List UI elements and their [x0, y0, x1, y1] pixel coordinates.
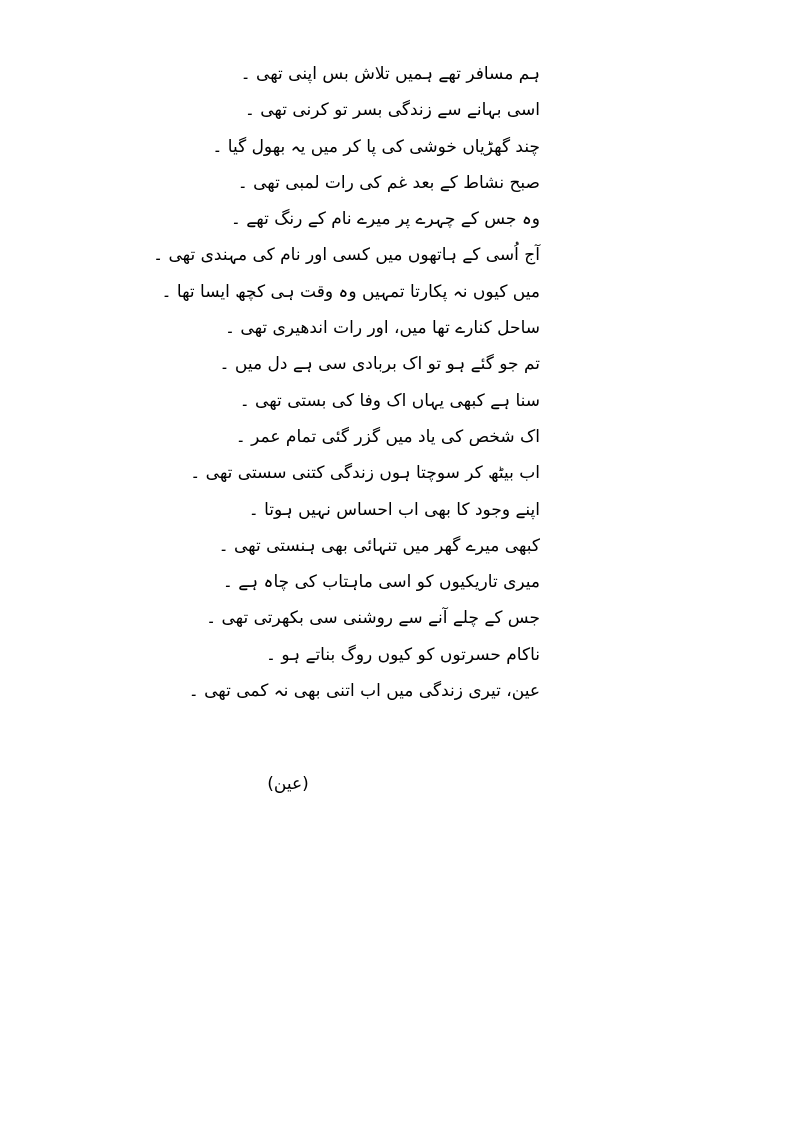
poem-line: آج اُسی کے ہاتھوں میں کسی اور نام کی مہندی تھی ۔ — [153, 245, 540, 266]
poem-line: میری تاریکیوں کو اسی ماہتاب کی چاہ ہے ۔ — [222, 572, 540, 593]
poem-line: ناکام حسرتوں کو کیوں روگ بناتے ہو ۔ — [265, 644, 540, 665]
poem-signature: (عین) — [267, 774, 309, 794]
poem-line: ساحل کنارے تھا میں، اور رات اندھیری تھی ۔ — [225, 318, 540, 339]
poem-line: اک شخص کی یاد میں گزر گئی تمام عمر ۔ — [235, 426, 540, 447]
poem-line: جس کے چلے آنے سے روشنی سی بکھرتی تھی ۔ — [206, 608, 540, 629]
poem-line: چند گھڑیاں خوشی کی پا کر میں یہ بھول گیا ۔ — [212, 136, 540, 157]
poem-line: وہ جس کے چہرے پر میرے نام کے رنگ تھے ۔ — [230, 209, 540, 230]
poem-line: صبح نشاط کے بعد غم کی رات لمبی تھی ۔ — [237, 172, 540, 193]
poem-line: اب بیٹھ کر سوچتا ہوں زندگی کتنی سستی تھی ۔ — [190, 463, 540, 484]
poem-line: ہم مسافر تھے ہمیں تلاش بس اپنی تھی ۔ — [240, 64, 540, 84]
poem-line: کبھی میرے گھر میں تنہائی بھی ہنستی تھی ۔ — [218, 535, 540, 556]
poem-line: تم جو گئے ہو تو اک بربادی سی ہے دل میں ۔ — [219, 354, 540, 375]
poem-line: سنا ہے کبھی یہاں اک وفا کی بستی تھی ۔ — [239, 390, 540, 411]
poem-line: اپنے وجود کا بھی اب احساس نہیں ہوتا ۔ — [248, 499, 540, 520]
poem-line: عین، تیری زندگی میں اب اتنی بھی نہ کمی تھی ۔ — [188, 681, 540, 702]
poem-line: میں کیوں نہ پکارتا تمہیں وہ وقت ہی کچھ ایسا تھا ۔ — [161, 281, 540, 302]
poem-body — [153, 56, 540, 709]
poem-line: اسی بہانے سے زندگی بسر تو کرنی تھی ۔ — [244, 100, 540, 121]
